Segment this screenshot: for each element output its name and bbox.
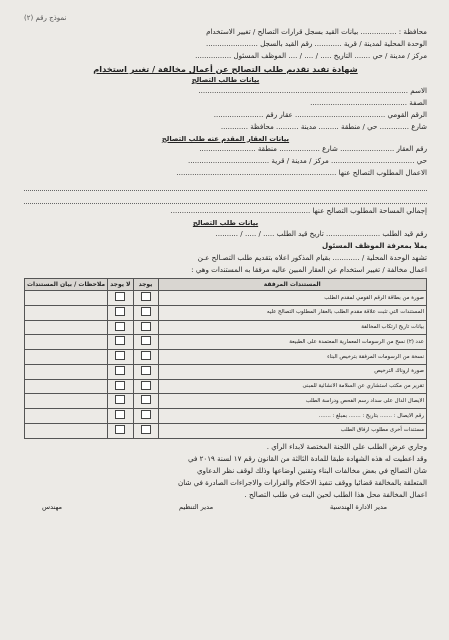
document-name: تقرير من مكتب استشاري عن السلامة الانشائية للمبنى xyxy=(158,379,426,394)
legal-paragraph-line: شأن التصالح في بعض مخالفات البناء وتقنين أوضاعها وذلك لوقف نظر الدعاوي xyxy=(196,466,427,475)
document-name: بيانات تاريخ ارتكاب المخالفة xyxy=(158,320,426,335)
property-total-area: إجمالي المساحة المطلوب التصالح عنها .............................................................. xyxy=(170,207,427,216)
missing-checkbox[interactable] xyxy=(115,322,125,331)
notes-cell xyxy=(25,394,108,409)
document-name: نسخة من الرسومات المرفقة بترخيص البناء xyxy=(158,350,426,365)
certify-line-2: اعمال مخالفة / تغيير استخدام عن العقار المبين عاليه مرفقا به المستندات وهي : xyxy=(191,266,427,275)
missing-checkbox[interactable] xyxy=(115,425,125,434)
notes-cell xyxy=(25,364,108,379)
property-district: حي ..................................... مركز / مدينة / قرية .................................... xyxy=(188,157,427,166)
exists-checkbox[interactable] xyxy=(141,322,151,331)
notes-cell xyxy=(25,305,108,320)
notes-cell xyxy=(25,350,108,365)
signature-organization-director: مدير التنظيم xyxy=(178,502,214,511)
intro-line-1: محافظة : ................ بيانات القيد بسجل قرارات التصالح / تغيير الاستخدام xyxy=(206,27,427,36)
request-section-title: بيانات طلب التصالح xyxy=(192,219,259,228)
exists-checkbox[interactable] xyxy=(141,410,151,419)
document-name: صورة من بطاقة الرقم القومي لمقدم الطلب xyxy=(158,291,426,306)
property-number: رقم العقار ........................ شارع .................. منطقة ......................... xyxy=(199,145,427,154)
document-name: صورة اروناك الترخيص xyxy=(158,364,426,379)
applicant-section-title: بيانات طالب التصالح xyxy=(191,76,260,85)
legal-paragraph-line: اعمال المخالفة محل هذا الطلب لحين البت في طلب التصالح . xyxy=(244,490,427,499)
notes-cell xyxy=(25,291,108,306)
filled-by-note: يملأ بمعرفة الموظف المسئول xyxy=(322,242,427,251)
notes-cell xyxy=(25,379,108,394)
table-row xyxy=(25,305,427,320)
exists-checkbox[interactable] xyxy=(141,336,151,345)
model-number: نموذج رقم (٢) xyxy=(24,14,67,22)
applicant-national-id: الرقم القومي ........................................ عقار رقم ...................... xyxy=(213,110,427,119)
certify-line-1: تشهد الوحدة المحلية / ............ بقيام المذكور اعلاه بتقديم طلب التصـالح عـن xyxy=(197,254,427,263)
missing-checkbox[interactable] xyxy=(115,292,125,301)
table-row xyxy=(25,350,427,365)
missing-checkbox[interactable] xyxy=(115,410,125,419)
legal-paragraph-line: وقد اعطيت له هذه الشهادة طبقا للمادة الثالثة من القانون رقم ١٧ لسنة ٢٠١٩ في xyxy=(188,454,427,463)
table-row xyxy=(25,394,427,409)
notes-cell xyxy=(25,423,108,438)
signature-engineering-director: مدير الادارة الهندسية xyxy=(329,502,387,511)
document-name: المستندات التي تثبت علاقة مقدم الطلب بالعقار المطلوب التصالح عليه xyxy=(158,305,426,320)
table-row xyxy=(25,423,427,438)
document-name: الايصال الدال على سداد رسم الفحص ودراسة الطلب xyxy=(158,394,426,409)
applicant-capacity: الصفة ........................................... xyxy=(310,98,427,107)
notes-cell xyxy=(25,335,108,350)
applicant-street: شارع ............. حي / منطقة ......... مدينة .......... محافظة ............ xyxy=(220,122,427,131)
review-note: وجاري عرض الطلب على اللجنة المختصة لابداء الرأي . xyxy=(266,442,427,451)
document-name: عدد (٢) نسخ من الرسومات المعمارية المعتمدة على الطبيعة xyxy=(158,335,426,350)
notes-cell xyxy=(25,320,108,335)
missing-checkbox[interactable] xyxy=(115,395,125,404)
exists-checkbox[interactable] xyxy=(141,351,151,360)
column-header: المستندات المرفقة xyxy=(158,279,426,291)
document-name: مستندات أخرى مطلوب ارفاق الطلب xyxy=(158,423,426,438)
dotted-line xyxy=(24,194,427,204)
table-row xyxy=(25,291,427,306)
dotted-line xyxy=(24,181,427,191)
intro-line-3: مركز / مدينة / حي ....... التاريخ ..... / .... / .... الموظف المسئول ................ xyxy=(195,51,427,60)
exists-checkbox[interactable] xyxy=(141,366,151,375)
exists-checkbox[interactable] xyxy=(141,425,151,434)
signature-engineer: مهندس xyxy=(42,502,63,511)
table-row xyxy=(25,335,427,350)
exists-checkbox[interactable] xyxy=(141,307,151,316)
exists-checkbox[interactable] xyxy=(141,292,151,301)
applicant-name: الاسم ............................................................................................. xyxy=(198,86,427,95)
exists-checkbox[interactable] xyxy=(141,395,151,404)
missing-checkbox[interactable] xyxy=(115,381,125,390)
missing-checkbox[interactable] xyxy=(115,351,125,360)
notes-cell xyxy=(25,409,108,424)
column-header: لا يوجد xyxy=(108,279,133,291)
intro-line-2: الوحدة المحلية لمدينة / قرية ............ رقم القيد بالسجل ....................... xyxy=(205,39,427,48)
exists-checkbox[interactable] xyxy=(141,381,151,390)
table-row xyxy=(25,320,427,335)
request-registration: رقم قيد الطلب ........................ تاريخ قيد الطلب ..... / ..... / .......... xyxy=(215,229,427,238)
property-works: الاعمال المطلوب التصالح عنها ....................................................................... xyxy=(176,169,427,178)
table-row xyxy=(25,379,427,394)
missing-checkbox[interactable] xyxy=(115,366,125,375)
missing-checkbox[interactable] xyxy=(115,336,125,345)
missing-checkbox[interactable] xyxy=(115,307,125,316)
property-section-title: بيانات العقار المقدم عنه طلب التصالح xyxy=(161,134,290,143)
documents-table-header xyxy=(25,279,427,291)
documents-table xyxy=(24,278,427,439)
table-row xyxy=(25,409,427,424)
signatures-row xyxy=(24,503,427,511)
certificate-title: شهادة تفيد تقديم طلب التصالح عن أعمال مخالفة / تغيير استخدام xyxy=(93,63,358,74)
table-row xyxy=(25,364,427,379)
legal-paragraph-line: المتعلقة بالمخالفة قضائيا ووقف تنفيذ الاحكام والقرارات والاجراءات الصادرة في شأن xyxy=(178,478,427,487)
column-header: يوجد xyxy=(133,279,158,291)
document-name: رقم الايصال : ....... بتاريخ : ....... بمبلغ : ....... xyxy=(158,409,426,424)
column-header: ملاحظات / بيان المستندات xyxy=(25,279,108,291)
